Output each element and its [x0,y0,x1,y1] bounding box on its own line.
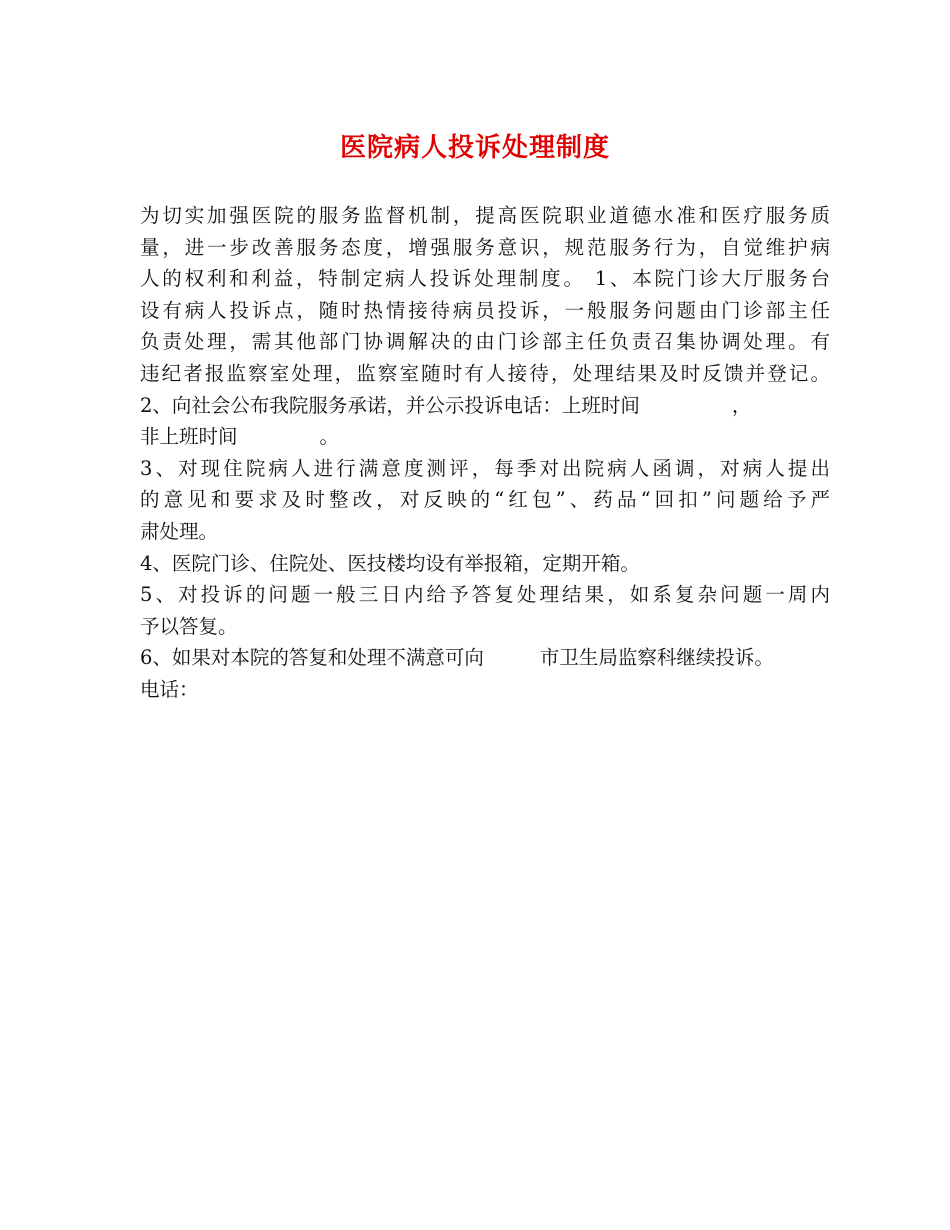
intro-line: 设有病人投诉点，随时热情接待病员投诉，一般服务问题由门诊部主任 [140,298,830,322]
document-title: 医院病人投诉处理制度 [339,133,610,163]
intro-line: 人的权利和利益，特制定病人投诉处理制度。 1、本院门诊大厅服务台 [140,267,830,291]
item-3-line: 肃处理。 [140,519,219,543]
item-2-offhours-text: 非上班时间 [140,425,238,449]
item-2-line-1 [140,390,830,422]
item-6-line [140,642,830,674]
item-6-text: 6、如果对本院的答复和处理不满意可向 [140,646,484,670]
item-4-line: 4、医院门诊、住院处、医技楼均设有举报箱，定期开箱。 [140,551,640,575]
item-3-line: 3、对现住院病人进行满意度测评，每季对出院病人函调，对病人提出 [140,456,830,480]
item-6-text-cont: 市卫生局监察科继续投诉。 [539,646,774,670]
intro-line: 为切实加强医院的服务监督机制，提高医院职业道德水准和医疗服务质 [140,204,830,227]
item-2-line-2 [140,421,830,453]
intro-line: 负责处理，需其他部门协调解决的由门诊部主任负责召集协调处理。有 [140,330,830,354]
item-2-period: 。 [319,425,340,449]
item-5-line: 予以答复。 [140,614,238,638]
intro-line: 违纪者报监察室处理，监察室随时有人接待，处理结果及时反馈并登记。 [140,361,830,385]
document-body [140,200,830,706]
item-5-line: 5、对投诉的问题一般三日内给予答复处理结果，如系复杂问题一周内 [140,583,830,607]
item-2-comma: ， [731,393,752,417]
item-2-text: 2、向社会公布我院服务承诺，并公示投诉电话：上班时间 [140,393,640,417]
item-3-line: 的意见和要求及时整改，对反映的“红包”、药品“回扣”问题给予严 [140,488,830,512]
intro-line: 量，进一步改善服务态度，增强服务意识，规范服务行为，自觉维护病 [140,235,830,259]
phone-label: 电话： [140,677,199,701]
